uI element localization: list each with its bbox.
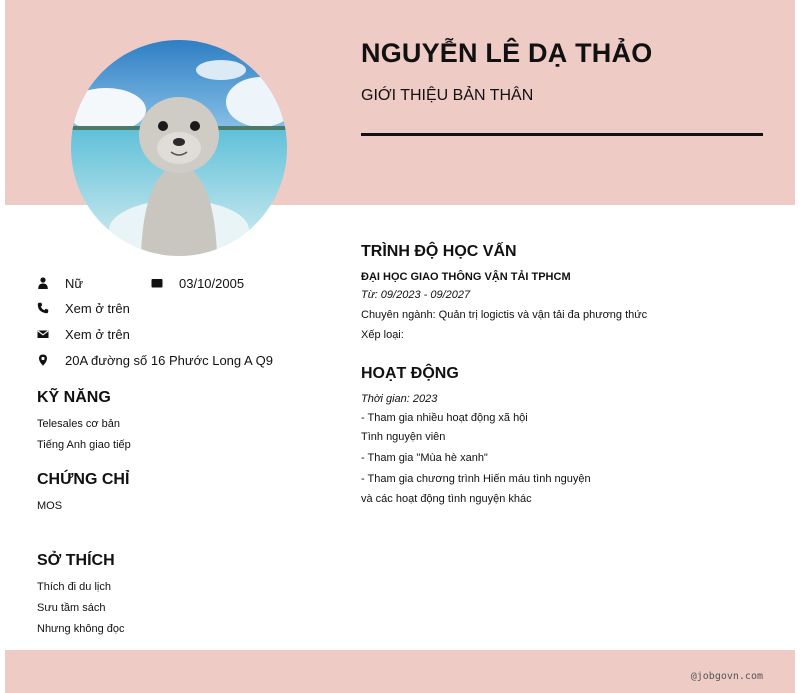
certificate-item: MOS xyxy=(37,500,63,512)
info-phone xyxy=(37,298,130,318)
activity-line: Tình nguyện viên xyxy=(361,431,446,443)
skills-title: KỸ NĂNG xyxy=(37,389,111,406)
header-divider xyxy=(361,133,763,136)
map-pin-icon xyxy=(37,354,49,366)
activities-time: Thời gian: 2023 xyxy=(361,393,438,405)
school-name: ĐẠI HỌC GIAO THÔNG VẬN TẢI TPHCM xyxy=(361,271,571,283)
info-email xyxy=(37,324,130,344)
skill-item: Tiếng Anh giao tiếp xyxy=(37,439,131,451)
calendar-icon xyxy=(151,277,163,289)
hobby-item: Nhưng không đọc xyxy=(37,623,125,635)
birthdate-value: 03/10/2005 xyxy=(179,275,245,291)
hobby-item: Thích đi du lịch xyxy=(37,581,111,593)
page-subtitle: GIỚI THIỆU BẢN THÂN xyxy=(361,87,534,104)
footer-band xyxy=(5,650,795,693)
activity-line: và các hoạt động tình nguyện khác xyxy=(361,493,532,505)
gender-value: Nữ xyxy=(65,275,84,291)
info-birthdate xyxy=(151,273,244,293)
activity-line: - Tham gia nhiều hoạt động xã hội xyxy=(361,412,528,424)
person-icon xyxy=(37,277,49,289)
footer-credit: @jobgovn.com xyxy=(690,671,763,682)
info-address xyxy=(37,350,273,370)
education-period: Từ: 09/2023 - 09/2027 xyxy=(361,289,471,301)
education-major: Chuyên ngành: Quản trị logictis và vận tải đa phương thức xyxy=(361,309,648,321)
activity-line: - Tham gia "Mùa hè xanh" xyxy=(361,452,488,464)
activities-title: HOẠT ĐỘNG xyxy=(361,365,459,382)
email-value: Xem ở trên xyxy=(65,326,130,342)
certificates-title: CHỨNG CHỈ xyxy=(37,471,130,488)
activity-line: - Tham gia chương trình Hiến máu tình nguyện xyxy=(361,473,591,485)
phone-icon xyxy=(37,302,49,314)
skill-item: Telesales cơ bản xyxy=(37,418,121,430)
education-title: TRÌNH ĐỘ HỌC VẤN xyxy=(361,243,517,260)
hobbies-title: SỞ THÍCH xyxy=(37,552,115,569)
phone-value: Xem ở trên xyxy=(65,300,130,316)
person-name: NGUYỄN LÊ DẠ THẢO xyxy=(361,38,653,68)
address-value: 20A đường số 16 Phước Long A Q9 xyxy=(65,352,273,368)
info-gender xyxy=(37,273,83,293)
profile-photo xyxy=(71,40,287,256)
envelope-icon xyxy=(37,328,49,340)
education-rank: Xếp loại: xyxy=(361,329,404,341)
hobby-item: Sưu tầm sách xyxy=(37,602,106,614)
